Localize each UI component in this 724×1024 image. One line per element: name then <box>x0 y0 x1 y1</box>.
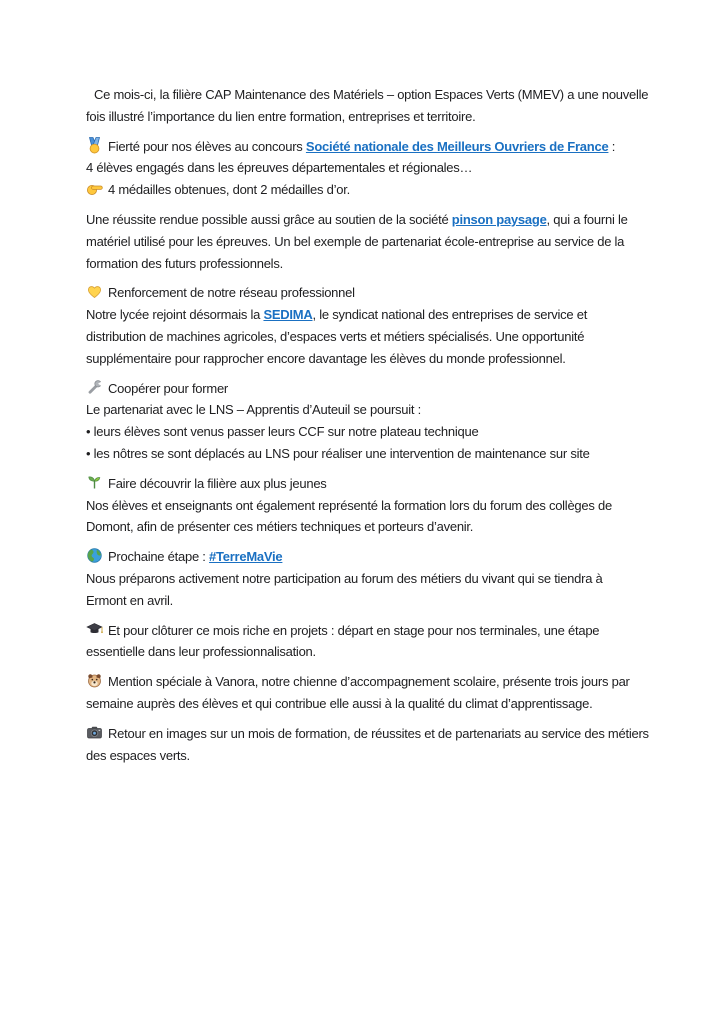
text-line <box>86 399 692 421</box>
text-run: , le syndicat national des entreprises de service et <box>312 307 588 323</box>
text-run: des espaces verts. <box>86 747 190 763</box>
text-line <box>86 590 692 612</box>
text-run: Ce mois-ci, la filière CAP Maintenance des Matériels – option Espaces Verts (MMEV) a une nouvelle <box>94 87 649 102</box>
text-run: Fierté pour nos élèves au concours <box>108 138 306 154</box>
text-run: distribution de machines agricoles, d’espaces verts et métiers spécialisés. Une opportunité <box>86 328 585 344</box>
text-run: Notre lycée rejoint désormais la <box>86 307 264 323</box>
text-run: Une réussite rendue possible aussi grâce au soutien de la société <box>86 211 452 227</box>
text-line <box>86 209 692 231</box>
first-place-medal-icon <box>86 137 103 154</box>
text-run: Et pour clôturer ce mois riche en projets : départ en stage pour nos terminales, une étape <box>108 622 600 638</box>
text-line <box>86 473 692 495</box>
text-run: • leurs élèves sont venus passer leurs CCF sur notre plateau technique <box>86 424 479 440</box>
text-line <box>86 253 692 275</box>
globe-icon <box>86 547 103 564</box>
paragraph-vanora <box>86 671 692 715</box>
text-run: Coopérer pour former <box>108 380 228 396</box>
text-run: Mention spéciale à Vanora, notre chienne d’accompagnement scolaire, présente trois jours par <box>108 674 630 690</box>
paragraph-cooperer <box>86 378 692 465</box>
text-line <box>86 231 692 253</box>
document-content <box>86 84 692 774</box>
text-line <box>86 546 692 568</box>
link-terremavie[interactable]: #TerreMaVie <box>209 549 283 565</box>
paragraph-retour <box>86 723 692 767</box>
text-line <box>86 304 692 326</box>
text-line <box>86 84 692 106</box>
text-line <box>86 671 692 693</box>
yellow-heart-icon <box>86 283 103 300</box>
text-line <box>86 568 692 590</box>
text-line <box>86 136 692 158</box>
text-line <box>86 378 692 400</box>
text-run: 4 élèves engagés dans les épreuves départementales et régionales… <box>86 160 473 176</box>
paragraph-prochaine <box>86 546 692 611</box>
text-run: Domont, afin de présenter ces métiers techniques et porteurs d’avenir. <box>86 519 474 535</box>
text-line <box>86 641 692 663</box>
text-run: : <box>608 138 616 154</box>
text-run: Retour en images sur un mois de formation, de réussites et de partenariats au service des métiers <box>108 725 649 741</box>
text-line <box>86 723 692 745</box>
seedling-icon <box>86 474 103 491</box>
paragraph-reseau <box>86 282 692 369</box>
paragraph-fierte <box>86 136 692 201</box>
paragraph-decouvrir <box>86 473 692 538</box>
text-run: matériel utilisé pour les épreuves. Un bel exemple de partenariat école-entreprise au service de la <box>86 233 625 249</box>
bullet-line <box>86 421 692 443</box>
text-run: 4 médailles obtenues, dont 2 médailles d’or. <box>108 182 350 198</box>
text-line <box>86 326 692 348</box>
text-line <box>86 106 692 128</box>
text-line <box>86 693 692 715</box>
paragraph-reussite <box>86 209 692 274</box>
graduation-cap-icon <box>86 621 103 638</box>
text-run: • les nôtres se sont déplacés au LNS pour réaliser une intervention de maintenance sur site <box>86 445 590 461</box>
text-line <box>86 620 692 642</box>
text-run: Le partenariat avec le LNS – Apprentis d’Auteuil se poursuit : <box>86 402 421 418</box>
text-run: formation des futurs professionnels. <box>86 255 283 271</box>
text-run: , qui a fourni le <box>546 211 628 227</box>
text-run: essentielle dans leur professionnalisation. <box>86 644 316 660</box>
text-line <box>86 282 692 304</box>
text-run: Renforcement de notre réseau professionnel <box>108 285 355 301</box>
link-pinson-paysage[interactable]: pinson paysage <box>451 211 547 227</box>
text-run: Ermont en avril. <box>86 592 174 608</box>
paragraph-cloture <box>86 620 692 664</box>
pointing-right-icon <box>86 180 103 197</box>
text-run: fois illustré l’importance du lien entre formation, entreprises et territoire. <box>86 108 476 124</box>
paragraph-intro <box>86 84 692 128</box>
text-line <box>86 157 692 179</box>
link-societe-mof[interactable]: Société nationale des Meilleurs Ouvriers de France <box>305 138 609 154</box>
text-run: Nos élèves et enseignants ont également représenté la formation lors du forum des collèges de <box>86 497 612 513</box>
text-run: semaine auprès des élèves et qui contribue elle aussi à la qualité du climat d’apprentissage. <box>86 695 593 711</box>
dog-face-icon <box>86 672 103 689</box>
wrench-icon <box>86 379 103 396</box>
text-line <box>86 745 692 767</box>
link-sedima[interactable]: SEDIMA <box>263 307 313 323</box>
text-line <box>86 348 692 370</box>
text-run: Nous préparons activement notre participation au forum des métiers du vivant qui se tiendra à <box>86 570 603 586</box>
text-run: Faire découvrir la filière aux plus jeunes <box>108 475 327 491</box>
bullet-line <box>86 443 692 465</box>
text-line <box>86 516 692 538</box>
camera-icon <box>86 724 103 741</box>
text-line <box>86 179 692 201</box>
text-run: supplémentaire pour rapprocher encore davantage les élèves du monde professionnel. <box>86 350 566 366</box>
text-line <box>86 495 692 517</box>
text-run: Prochaine étape : <box>108 549 210 565</box>
